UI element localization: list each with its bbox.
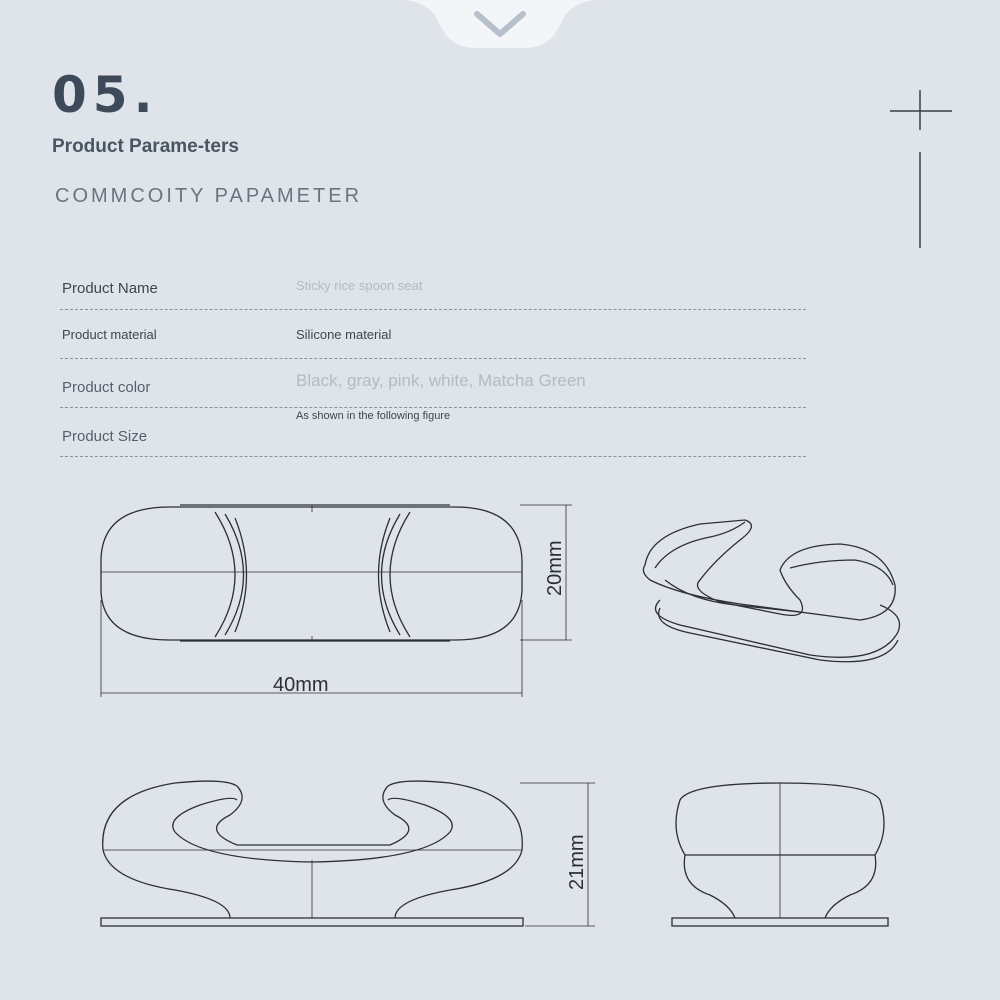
isometric-view-drawing <box>643 520 899 662</box>
width-dimension-label: 40mm <box>273 674 329 696</box>
parameter-label: Product color <box>62 379 151 396</box>
top-view-drawing <box>101 505 572 697</box>
parameter-value: As shown in the following figure <box>296 410 451 422</box>
section-title: Product Parame-ters <box>52 136 239 157</box>
parameter-value: Sticky rice spoon seat <box>296 278 423 293</box>
parameter-label: Product Name <box>62 280 158 297</box>
front-view-drawing <box>101 781 595 926</box>
section-subtitle: COMMCOITY PAPAMETER <box>55 185 363 207</box>
depth-dimension-label: 20mm <box>544 540 566 596</box>
parameter-value: Silicone material <box>296 327 392 342</box>
parameter-label: Product Size <box>62 428 148 445</box>
parameter-label: Product material <box>62 327 157 342</box>
parameter-value: Black, gray, pink, white, Matcha Green <box>296 371 586 390</box>
section-number: 05. <box>52 66 159 124</box>
height-dimension-label: 21mm <box>566 834 588 890</box>
side-view-drawing <box>672 783 888 926</box>
